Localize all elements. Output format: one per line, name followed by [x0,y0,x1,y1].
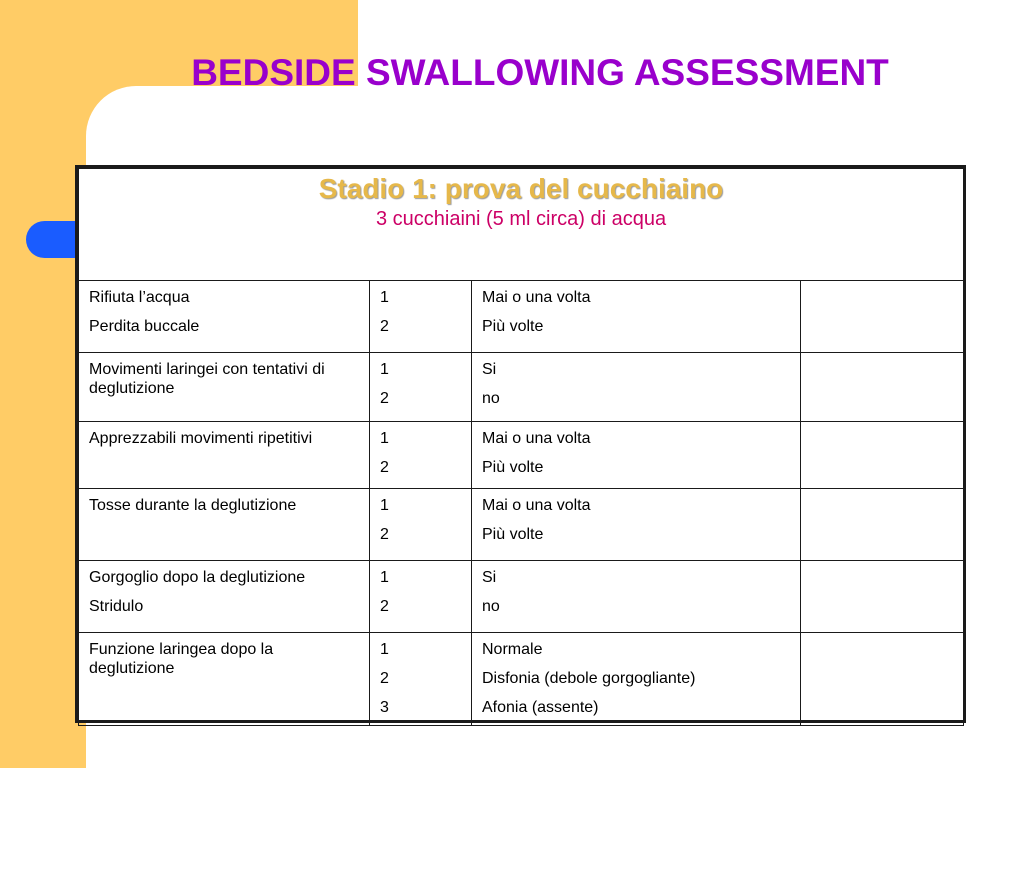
score-cell [370,489,472,561]
answer-cell-line: Disfonia (debole gorgogliante) [482,670,696,687]
assessment-table [75,165,966,723]
criteria-cell [79,633,370,726]
table-row [79,422,964,489]
answer-cell-line: Mai o una volta [482,497,591,514]
answer-cell [472,281,801,353]
table-row [79,561,964,633]
criteria-cell-line: Apprezzabili movimenti ripetitivi [89,430,313,447]
result-cell [801,353,964,422]
table-row [79,489,964,561]
score-cell-line: 2 [380,459,389,476]
criteria-cell [79,489,370,561]
answer-cell-line: Più volte [482,318,544,335]
table-header-row [79,169,964,281]
table-row [79,353,964,422]
slide-title [90,52,990,94]
stage-subtitle: 3 cucchiaini (5 ml circa) di acqua [375,208,667,230]
score-cell-line: 1 [380,569,389,586]
score-cell-line: 2 [380,318,389,335]
answer-cell-line: Si [482,569,497,586]
criteria-cell-line: Movimenti laringei con tentativi di deglutizione [89,361,325,397]
slide-title-prefix: BEDSIDE [191,52,366,93]
answer-cell-line: Più volte [482,526,544,543]
table-row [79,633,964,726]
answer-cell-line: Più volte [482,459,544,476]
table-row [79,281,964,353]
score-cell-line: 2 [380,598,389,615]
answer-cell-line: Mai o una volta [482,289,591,306]
answer-cell-line: Afonia (assente) [482,699,599,716]
score-cell-line: 1 [380,641,389,658]
score-cell [370,561,472,633]
stage-header [79,169,964,281]
answer-cell-line: Si [482,361,497,378]
criteria-cell-line: Stridulo [89,598,144,615]
result-cell [801,633,964,726]
result-cell [801,489,964,561]
answer-cell [472,561,801,633]
score-cell [370,281,472,353]
score-cell-line: 1 [380,361,389,378]
score-cell-line: 3 [380,699,389,716]
score-cell [370,353,472,422]
answer-cell-line: Mai o una volta [482,430,591,447]
result-cell [801,422,964,489]
stage-title: Stadio 1: prova del cucchiaino [318,173,724,204]
criteria-cell [79,422,370,489]
criteria-cell-line: Gorgoglio dopo la deglutizione [89,569,306,586]
answer-cell [472,489,801,561]
score-cell-line: 1 [380,497,389,514]
score-cell-line: 2 [380,670,389,687]
score-cell [370,422,472,489]
answer-cell [472,422,801,489]
slide-title-rest: SWALLOWING ASSESSMENT [365,52,889,93]
criteria-cell-line: Tosse durante la deglutizione [89,497,297,514]
answer-cell-line: no [482,390,500,407]
score-cell-line: 1 [380,289,389,306]
result-cell [801,561,964,633]
criteria-cell [79,353,370,422]
answer-cell [472,353,801,422]
score-cell-line: 1 [380,430,389,447]
criteria-cell [79,561,370,633]
score-cell-line: 2 [380,390,389,407]
score-cell [370,633,472,726]
answer-cell [472,633,801,726]
score-cell-line: 2 [380,526,389,543]
criteria-cell-line: Funzione laringea dopo la deglutizione [89,641,274,677]
result-cell [801,281,964,353]
criteria-cell [79,281,370,353]
criteria-cell-line: Perdita buccale [89,318,200,335]
answer-cell-line: no [482,598,500,615]
answer-cell-line: Normale [482,641,543,658]
criteria-cell-line: Rifiuta l’acqua [89,289,190,306]
